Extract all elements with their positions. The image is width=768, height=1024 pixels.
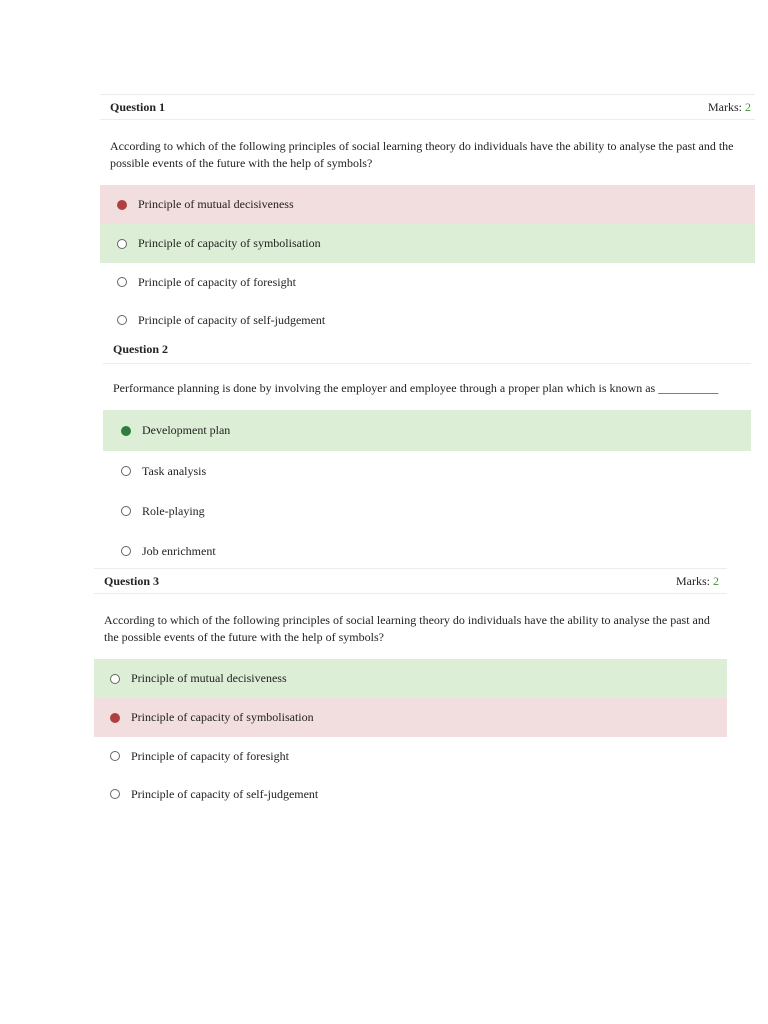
answer-option[interactable] xyxy=(100,301,755,339)
question-title: Question 2 xyxy=(113,342,169,356)
answer-option[interactable] xyxy=(94,737,727,775)
radio-button[interactable] xyxy=(117,315,127,325)
question-title: Question 1 xyxy=(110,99,166,114)
marks xyxy=(676,574,719,589)
radio-button[interactable] xyxy=(117,239,127,249)
question-text: According to which of the following principles of social learning theory do individuals have the ability to analyse the past and the possible events of the future with the help of symbols? xyxy=(104,613,710,644)
option-label: Task analysis xyxy=(142,463,207,478)
radio-button[interactable] xyxy=(110,713,120,723)
answer-option[interactable] xyxy=(103,531,751,571)
marks xyxy=(708,100,751,115)
question-1 xyxy=(100,94,755,339)
answer-option[interactable] xyxy=(94,659,727,698)
radio-button[interactable] xyxy=(110,789,120,799)
question-title: Question 3 xyxy=(104,573,160,588)
option-label: Development plan xyxy=(142,423,231,437)
radio-button[interactable] xyxy=(121,426,131,436)
radio-button[interactable] xyxy=(117,277,127,287)
question-text: According to which of the following principles of social learning theory do individuals have the ability to analyse the past and the possible events of the future with the help of symbols? xyxy=(110,139,734,170)
option-label: Role-playing xyxy=(142,503,205,518)
marks-label: Marks: xyxy=(676,573,710,588)
answer-option[interactable] xyxy=(100,263,755,301)
answer-option[interactable] xyxy=(94,698,727,737)
option-label: Principle of capacity of self-judgement xyxy=(138,312,326,327)
option-label: Principle of capacity of self-judgement xyxy=(131,786,319,801)
question-header xyxy=(103,336,751,364)
question-3 xyxy=(94,568,727,813)
radio-button[interactable] xyxy=(121,546,131,556)
marks-value: 2 xyxy=(745,99,751,114)
answer-option[interactable] xyxy=(100,224,755,263)
option-label: Principle of capacity of foresight xyxy=(138,274,296,289)
answer-option[interactable] xyxy=(100,185,755,224)
answer-option[interactable] xyxy=(103,491,751,531)
radio-button[interactable] xyxy=(121,466,131,476)
option-label: Principle of capacity of foresight xyxy=(131,748,289,763)
question-header xyxy=(94,568,727,594)
option-label: Principle of capacity of symbolisation xyxy=(131,710,314,724)
option-label: Principle of capacity of symbolisation xyxy=(138,236,321,250)
option-label: Principle of mutual decisiveness xyxy=(131,671,287,685)
question-text: Performance planning is done by involving the employer and employee through a proper plan which is known as __________ xyxy=(113,381,719,395)
radio-button[interactable] xyxy=(121,506,131,516)
radio-button[interactable] xyxy=(110,751,120,761)
answer-option[interactable] xyxy=(94,775,727,813)
answer-option[interactable] xyxy=(103,410,751,451)
option-label: Principle of mutual decisiveness xyxy=(138,197,294,211)
question-2 xyxy=(103,336,751,571)
question-header xyxy=(100,94,755,120)
option-label: Job enrichment xyxy=(142,543,216,558)
radio-button[interactable] xyxy=(117,200,127,210)
marks-label: Marks: xyxy=(708,99,742,114)
radio-button[interactable] xyxy=(110,674,120,684)
answer-option[interactable] xyxy=(103,451,751,491)
marks-value: 2 xyxy=(713,573,719,588)
